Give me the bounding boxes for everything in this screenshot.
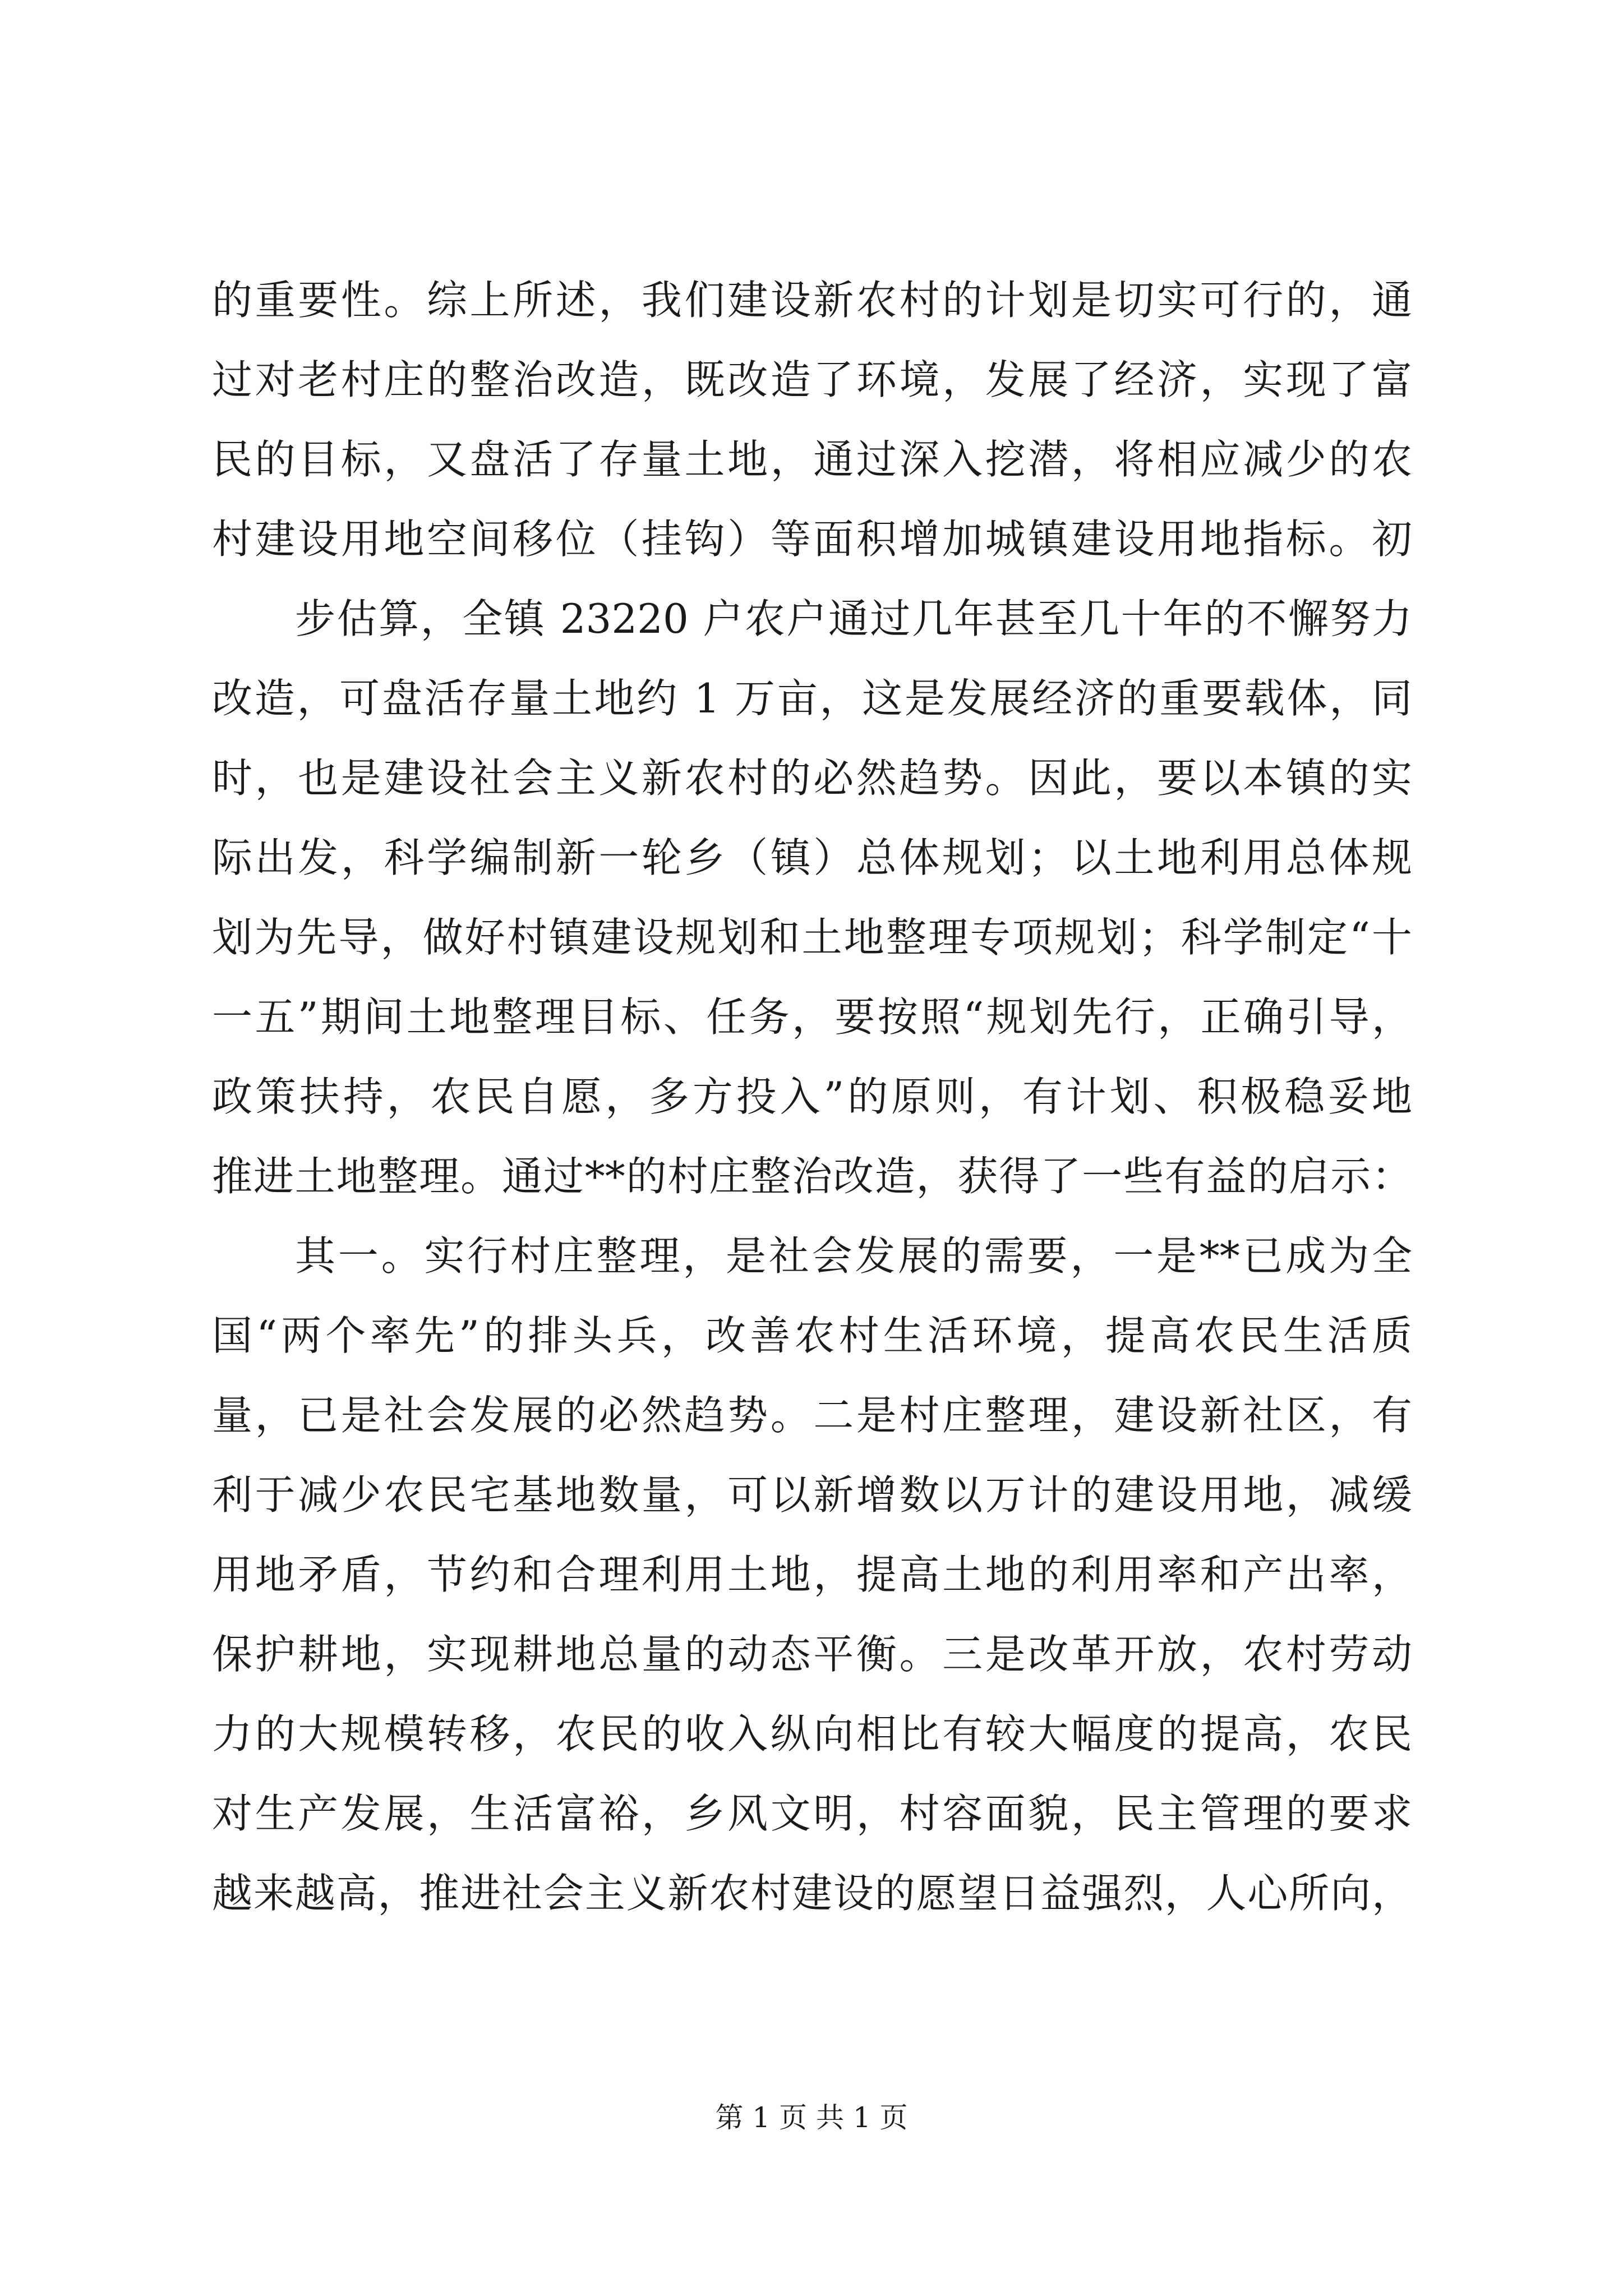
body-line: 改造，可盘活存量土地约 1 万亩，这是发展经济的重要载体，同 — [212, 675, 1412, 722]
paragraph-start-line: 步估算，全镇 23220 户农户通过几年甚至几十年的不懈努力 — [295, 595, 1412, 642]
body-line: 推进土地整理。通过**的村庄整治改造，获得了一些有益的启示： — [212, 1153, 1412, 1200]
body-line: 对生产发展，生活富裕，乡风文明，村容面貌，民主管理的要求 — [212, 1790, 1412, 1837]
body-line: 用地矛盾，节约和合理利用土地，提高土地的利用率和产出率， — [212, 1551, 1412, 1598]
body-line: 划为先导，做好村镇建设规划和土地整理专项规划；科学制定“十 — [212, 914, 1412, 961]
page-number-footer: 第 1 页 共 1 页 — [715, 2101, 908, 2134]
body-line: 际出发，科学编制新一轮乡（镇）总体规划；以土地利用总体规 — [212, 834, 1412, 881]
body-line: 利于减少农民宅基地数量，可以新增数以万计的建设用地，减缓 — [212, 1471, 1412, 1519]
body-line: 村建设用地空间移位（挂钩）等面积增加城镇建设用地指标。初 — [212, 516, 1412, 563]
body-line: 保护耕地，实现耕地总量的动态平衡。三是改革开放，农村劳动 — [212, 1631, 1412, 1678]
body-line: 过对老村庄的整治改造，既改造了环境，发展了经济，实现了富 — [212, 356, 1412, 403]
body-line: 力的大规模转移，农民的收入纵向相比有较大幅度的提高，农民 — [212, 1710, 1412, 1757]
body-line: 时，也是建设社会主义新农村的必然趋势。因此，要以本镇的实 — [212, 754, 1412, 802]
body-line: 国“两个率先”的排头兵，改善农村生活环境，提高农民生活质 — [212, 1312, 1412, 1359]
body-line: 政策扶持，农民自愿，多方投入”的原则，有计划、积极稳妥地 — [212, 1073, 1412, 1120]
body-line: 的重要性。综上所述，我们建设新农村的计划是切实可行的，通 — [212, 277, 1412, 324]
body-line: 越来越高，推进社会主义新农村建设的愿望日益强烈，人心所向， — [212, 1870, 1412, 1917]
paragraph-start-line: 其一。实行村庄整理，是社会发展的需要，一是**已成为全 — [295, 1232, 1412, 1280]
body-line: 一五”期间土地整理目标、任务，要按照“规划先行，正确引导， — [212, 993, 1412, 1041]
body-line: 量，已是社会发展的必然趋势。二是村庄整理，建设新社区，有 — [212, 1392, 1412, 1439]
body-line: 民的目标，又盘活了存量土地，通过深入挖潜，将相应减少的农 — [212, 436, 1412, 483]
